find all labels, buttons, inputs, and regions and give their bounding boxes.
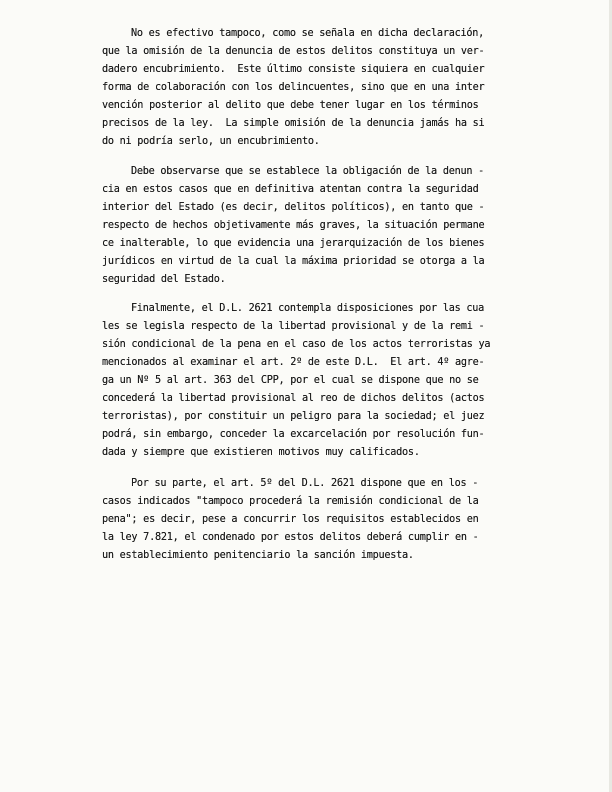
text-line: vención posterior al delito que debe tener lugar en los términos	[102, 100, 479, 111]
text-line: No es efectivo tampoco, como se señala en dicha declaración,	[131, 28, 485, 39]
text-line: dada y siempre que existieren motivos muy calificados.	[102, 447, 420, 458]
text-line: jurídicos en virtud de la cual la máxima prioridad se otorga a la	[102, 256, 485, 267]
text-line: Por su parte, el art. 5º del D.L. 2621 dispone que en los -	[131, 478, 479, 489]
text-line: les se legisla respecto de la libertad provisional y de la remi -	[102, 321, 485, 332]
text-line: que la omisión de la denuncia de estos delitos constituya un ver-	[102, 46, 485, 57]
text-line: sión condicional de la pena en el caso de los actos terroristas ya	[102, 339, 491, 350]
text-line: Debe observarse que se establece la obligación de la denun -	[131, 166, 485, 177]
text-line: forma de colaboración con los delincuentes, sino que en una inter	[102, 82, 485, 93]
text-line: precisos de la ley. La simple omisión de la denuncia jamás ha si	[102, 118, 485, 129]
text-line: ce inalterable, lo que evidencia una jerarquización de los bienes	[102, 238, 485, 249]
text-line: concederá la libertad provisional al reo de dichos delitos (actos	[102, 393, 485, 404]
text-line: mencionados al examinar el art. 2º de este D.L. El art. 4º agre-	[102, 357, 485, 368]
text-line: dadero encubrimiento. Este último consiste siquiera en cualquier	[102, 64, 485, 75]
text-line: pena"; es decir, pese a concurrir los requisitos establecidos en	[102, 514, 479, 525]
text-line: respecto de hechos objetivamente más graves, la situación permane	[102, 220, 485, 231]
text-line: cia en estos casos que en definitiva atentan contra la seguridad	[102, 184, 479, 195]
text-line: ga un Nº 5 al art. 363 del CPP, por el cual se dispone que no se	[102, 375, 479, 386]
text-line: interior del Estado (es decir, delitos políticos), en tanto que -	[102, 202, 485, 213]
text-line: un establecimiento penitenciario la sanción impuesta.	[102, 550, 414, 561]
text-line: seguridad del Estado.	[102, 274, 226, 285]
text-line: casos indicados "tampoco procederá la remisión condicional de la	[102, 496, 479, 507]
text-line: do ni podría serlo, un encubrimiento.	[102, 136, 320, 147]
text-line: la ley 7.821, el condenado por estos delitos deberá cumplir en -	[102, 532, 479, 543]
text-line: terroristas), por constituir un peligro para la sociedad; el juez	[102, 411, 485, 422]
text-line: Finalmente, el D.L. 2621 contempla disposiciones por las cua	[131, 303, 485, 314]
text-line: podrá, sin embargo, conceder la excarcelación por resolución fun-	[102, 429, 485, 440]
